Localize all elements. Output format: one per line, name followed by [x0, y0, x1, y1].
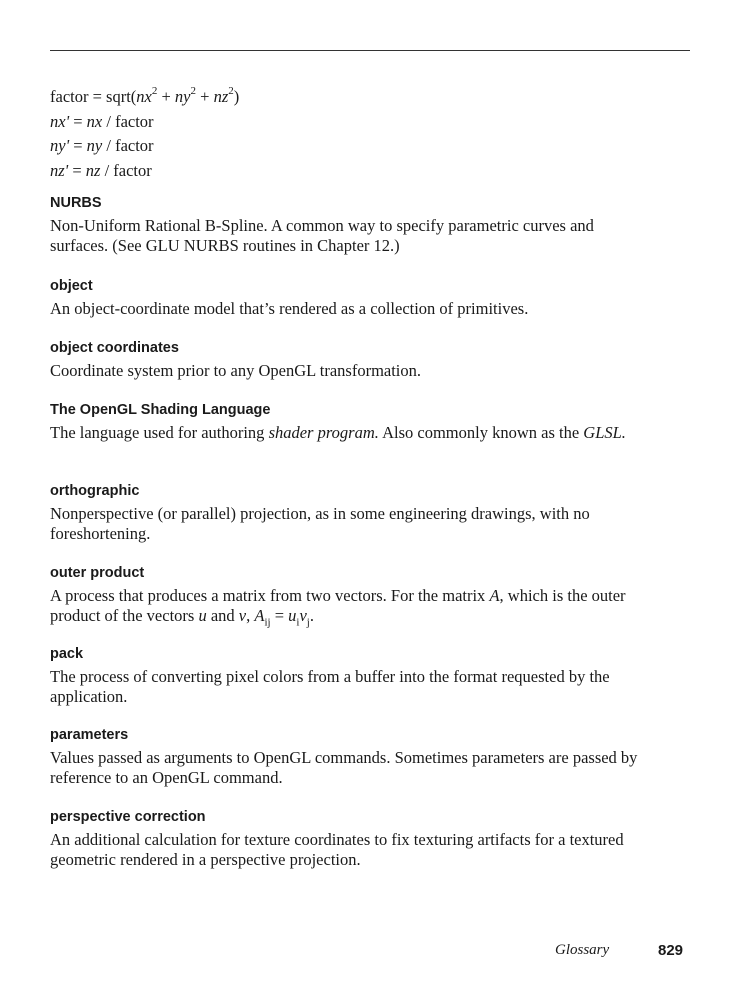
- formula-var: nz': [50, 160, 69, 180]
- math-var: v: [238, 606, 247, 625]
- glossary-entry-nurbs: [50, 194, 650, 256]
- formula-var: ny': [50, 136, 70, 155]
- formula-line-ny: [50, 134, 239, 159]
- glossary-entry-object-coordinates: [50, 339, 650, 381]
- formula-text: factor = sqrt(: [50, 87, 137, 106]
- glossary-term: pack: [50, 646, 84, 662]
- formula-var: ny: [174, 87, 191, 106]
- formula-var: nz: [213, 87, 229, 106]
- glossary-definition: The process of converting pixel colors from a buffer into the format requested by the application.: [50, 667, 610, 706]
- glossary-entry-parameters: [50, 726, 650, 788]
- formula-exponent: 2: [190, 84, 196, 97]
- definition-text: , which is the outer product of the vectors: [50, 586, 626, 625]
- formula-var: nx: [136, 87, 152, 106]
- definition-text: ,: [246, 606, 255, 625]
- glossary-definition: Nonperspective (or parallel) projection, as in some engineering drawings, with no foreshortening.: [50, 504, 590, 543]
- glossary-definition: Values passed as arguments to OpenGL commands. Sometimes parameters are passed by reference to an OpenGL command.: [50, 748, 638, 787]
- formula-line-nz: [50, 159, 239, 184]
- formula-exponent: 2: [151, 84, 158, 97]
- formula-exponent: 2: [228, 84, 234, 97]
- formula-text: =: [69, 136, 87, 155]
- glossary-entry-orthographic: [50, 482, 650, 544]
- glossary-term: The OpenGL Shading Language: [50, 402, 271, 418]
- formula-var: nx: [86, 111, 103, 131]
- running-footer-section: Glossary: [555, 942, 610, 958]
- page-number: 829: [658, 942, 684, 959]
- formula-text: / factor: [102, 111, 154, 131]
- formula-text: / factor: [102, 136, 154, 155]
- glossary-term: perspective correction: [50, 809, 206, 825]
- formula-line-nx: [50, 110, 239, 135]
- formula-text: =: [69, 111, 87, 131]
- glossary-definition: Coordinate system prior to any OpenGL transformation.: [50, 361, 422, 380]
- formula-text: ): [233, 87, 240, 106]
- definition-emphasis: GLSL.: [583, 423, 626, 442]
- formula-text: =: [68, 160, 86, 180]
- normalization-formula: [50, 85, 239, 183]
- definition-text: A process that produces a matrix from two vectors. For the matrix: [50, 586, 490, 605]
- math-var: u: [288, 606, 297, 625]
- definition-text: Also commonly known as the: [378, 423, 584, 442]
- glossary-term: orthographic: [50, 483, 140, 499]
- glossary-definition: Non-Uniform Rational B-Spline. A common way to specify parametric curves and surfaces. (See GLU NURBS routines in Chapter 12.): [50, 216, 594, 255]
- glossary-entry-glsl: [50, 401, 650, 443]
- definition-text: .: [309, 606, 314, 625]
- glossary-term: object: [50, 278, 93, 294]
- math-var: v: [299, 606, 307, 625]
- glossary-term: outer product: [50, 565, 145, 581]
- glossary-entry-object: [50, 277, 650, 319]
- math-var: A: [254, 606, 265, 625]
- glossary-definition: An object-coordinate model that’s rendered as a collection of primitives.: [50, 299, 529, 318]
- glossary-definition: An additional calculation for texture coordinates to fix texturing artifacts for a textured geometric rendered in a perspective projection.: [50, 830, 624, 869]
- math-subscript: ij: [264, 616, 271, 629]
- definition-text: and: [206, 606, 239, 625]
- glossary-entry-outer-product: [50, 564, 650, 629]
- formula-var: ny: [86, 136, 103, 155]
- math-var: A: [489, 586, 500, 605]
- glossary-entry-perspective-correction: [50, 808, 650, 870]
- formula-text: / factor: [100, 160, 152, 180]
- math-subscript: i: [296, 616, 300, 629]
- formula-text: +: [157, 87, 175, 106]
- definition-text: =: [270, 606, 289, 625]
- glossary-definition: [50, 423, 650, 443]
- glossary-term: parameters: [50, 727, 129, 743]
- formula-var: nx': [50, 111, 70, 131]
- math-var: u: [198, 606, 207, 625]
- glossary-term: NURBS: [50, 195, 102, 211]
- formula-line-factor: [50, 85, 239, 110]
- glossary-term: object coordinates: [50, 340, 179, 356]
- formula-text: +: [196, 87, 214, 106]
- formula-var: nz: [85, 160, 101, 180]
- glossary-entry-pack: [50, 645, 650, 707]
- math-subscript: j: [306, 616, 310, 629]
- glossary-definition: [50, 586, 650, 629]
- definition-emphasis: shader program.: [268, 423, 379, 442]
- header-rule: [50, 50, 690, 51]
- definition-text: The language used for authoring: [50, 423, 269, 442]
